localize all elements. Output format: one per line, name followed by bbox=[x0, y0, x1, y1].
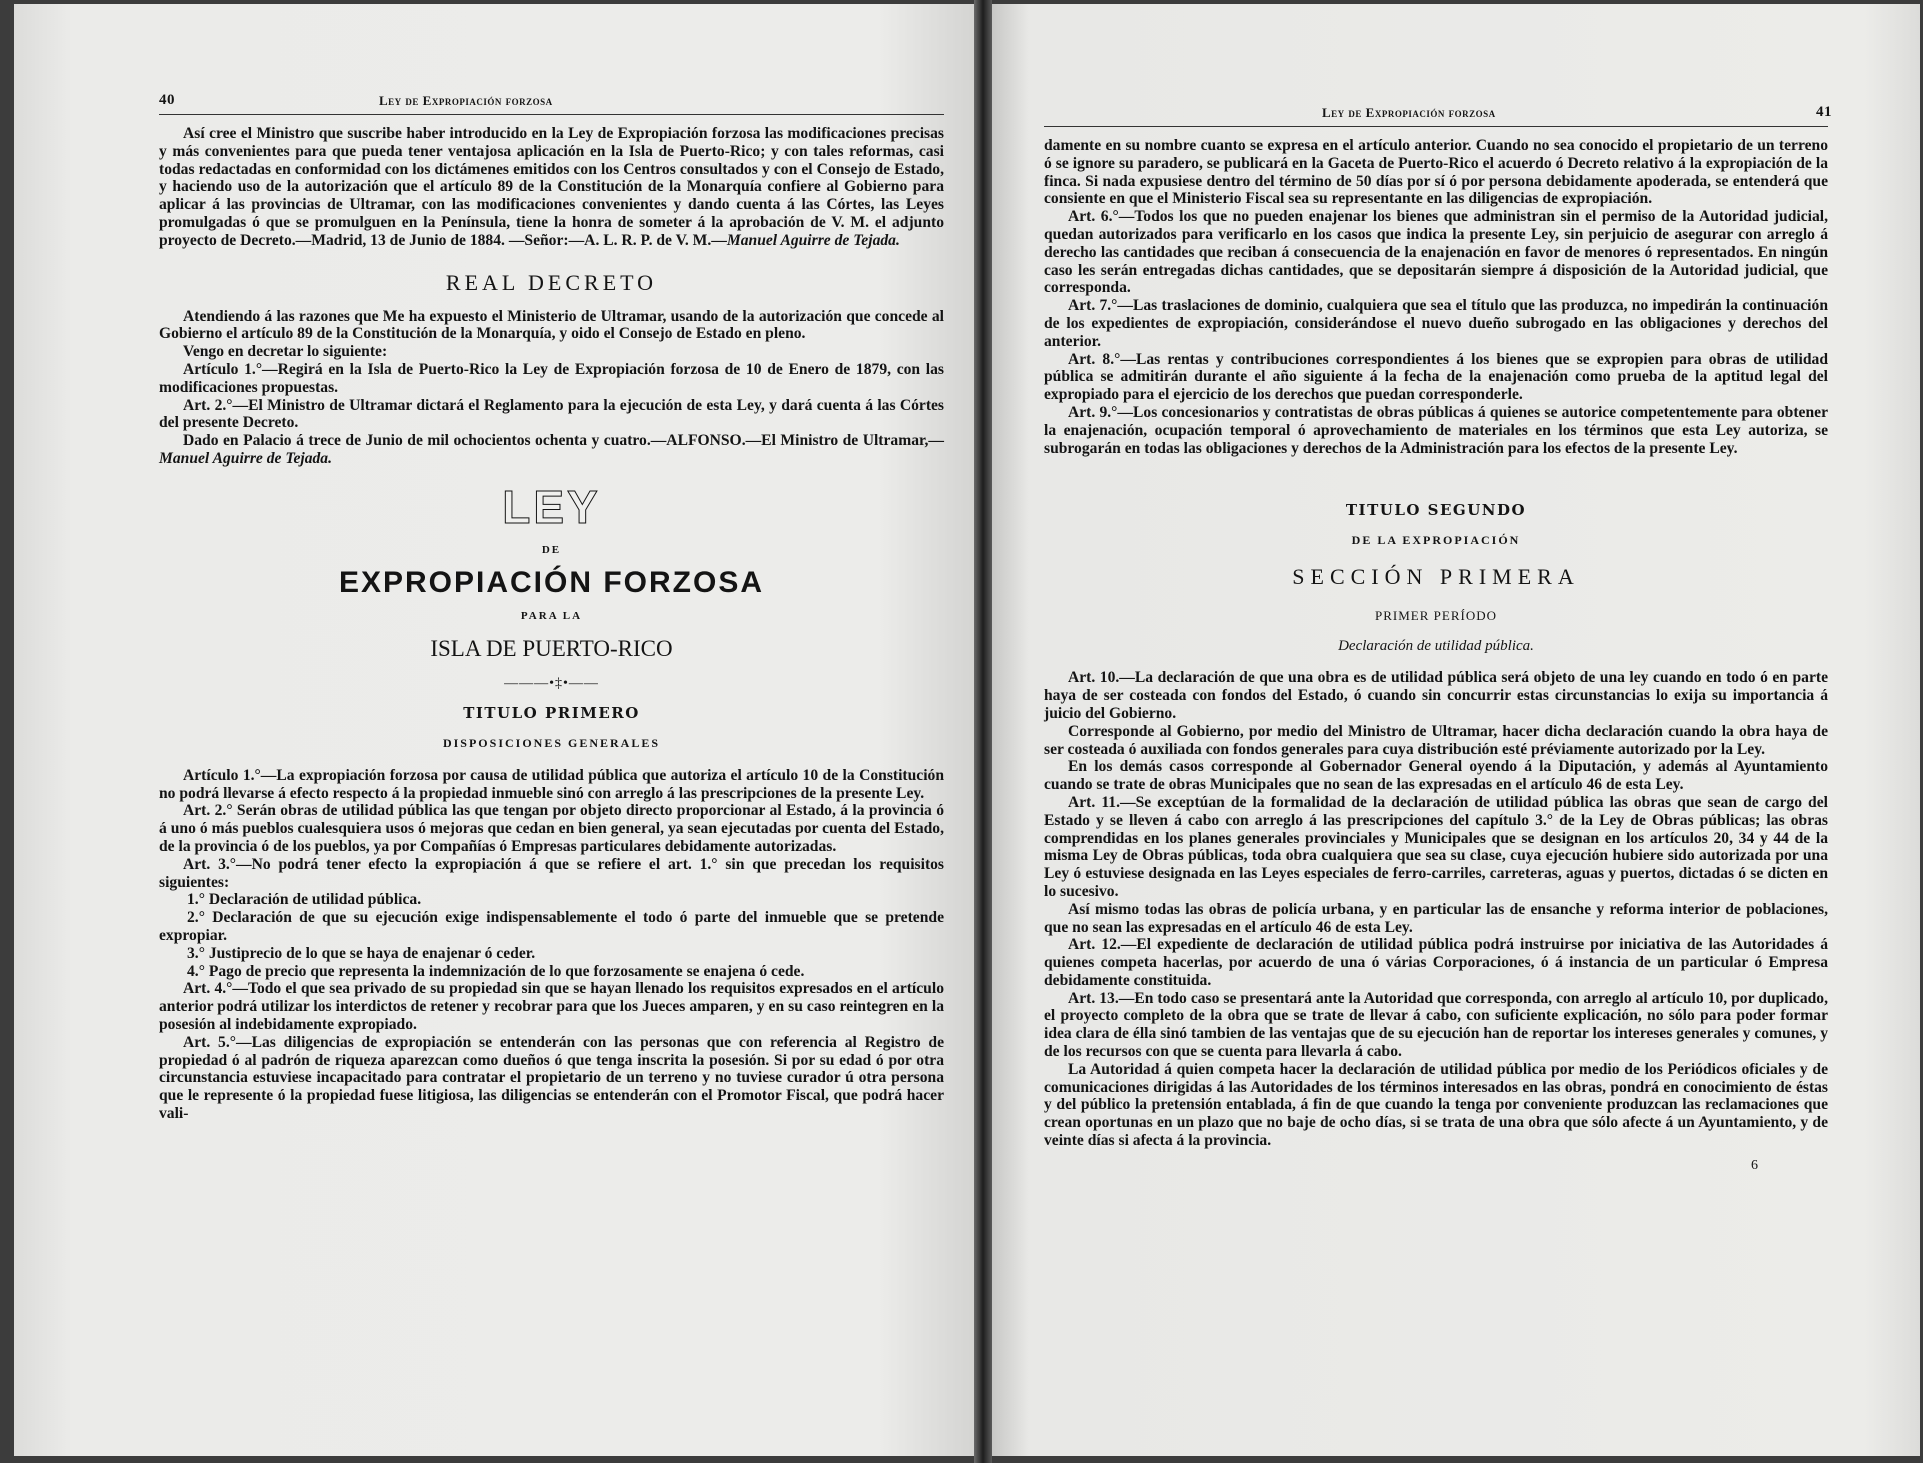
article-paragraph: Así mismo todas las obras de policía urbana, y en particular las de ensanche y reforma interior de poblaciones, que no sean las expresadas en el artículo 46 de esta Ley. bbox=[1044, 900, 1828, 936]
period-subtitle: Declaración de utilidad pública. bbox=[1338, 638, 1534, 655]
running-header bbox=[159, 92, 944, 115]
decree-signature: Manuel Aguirre de Tejada. bbox=[159, 449, 332, 467]
article-paragraph: Corresponde al Gobierno, por medio del Ministro de Ultramar, hacer dicha declaración cuando la obra haya de ser costeada ó auxiliada con fondos generales para cuya distribución esté préviamente autorizado por la Ley. bbox=[1044, 722, 1828, 758]
decree-closing: Dado en Palacio á trece de Junio de mil ochocientos ochenta y cuatro.—ALFONSO.—El Ministro de Ultramar,—Manuel Aguirre de Tejada. bbox=[159, 432, 944, 467]
requirement-item: 2.° Declaración de que su ejecución exige indispensablemente el todo ó parte del inmueble que se pretende expropiar. bbox=[159, 909, 944, 944]
page-number: 41 bbox=[1816, 104, 1832, 120]
running-header bbox=[1044, 104, 1832, 127]
requirement-item: 4.° Pago de precio que representa la indemnización de lo que forzosamente se enajena ó cede. bbox=[187, 962, 805, 980]
titulo-segundo-heading: TITULO SEGUNDO bbox=[1345, 501, 1527, 520]
article-paragraph: Art. 9.°—Los concesionarios y contratistas de obras públicas á quienes se autorice competentemente para obtener la enajenación, ocupación temporal ó aprovechamiento de materiales en los términos que esta Ley autoriza, se subrogarán en todas las obligaciones y derechos de la Administración para los efectos de la presente Ley. bbox=[1044, 403, 1828, 457]
para-la-label: PARA LA bbox=[520, 609, 583, 622]
article-paragraph: Art. 10.—La declaración de que una obra es de utilidad pública será objeto de una ley cuando en todo ó en parte haya de ser costeada con fondos del Estado, ó cuando sin concurrir estas circunstancias lo exija su importancia á juicio del Gobierno. bbox=[1044, 669, 1828, 722]
article-paragraph: Art. 7.°—Las traslaciones de dominio, cualquiera que sea el título que las produzca, no impedirán la continuación de los expedientes de expropiación, considerándose el nuevo dueño subrogado en las obligaciones y derechos del anterior. bbox=[1044, 297, 1828, 350]
article-paragraph: Art. 13.—En todo caso se presentará ante la Autoridad que corresponda, con arreglo al artículo 10, por duplicado, el proyecto completo de la obra que se trate de llevar á cabo, con suficiente explicación, no sólo para poder formar idea clara de élla sinó tambien de las ventajas que de su ejecución han de reportar los intereses generales y comunes, y de los recursos con que se cuenta para llevarla á cabo. bbox=[1044, 989, 1828, 1061]
article-paragraph: En los demás casos corresponde al Gobernador General oyendo á la Diputación, y además al Ayuntamiento cuando se trate de obras Municipales que no sean de las expresadas en el artículo 46 de esta Ley. bbox=[1044, 758, 1828, 794]
article-paragraph: Art. 11.—Se exceptúan de la formalidad de la declaración de utilidad pública las obras que sean de cargo del Estado y se lleven á cabo con arreglo á las prescripciones del capítulo 3.° de la Ley de Obras públicas; las obras comprendidas en los planes generales provinciales y Municipales que se designan en los artículos 20, 34 y 44 de la misma Ley de Obras públicas, toda obra cualquiera que sea su clase, cuya ejecución hubiere sido autorizada por una Ley ó estuviese designada en las Leyes especiales de ferro-carriles, carreteras, aguas y puertos, dictadas ó se dicten en lo sucesivo. bbox=[1044, 793, 1828, 900]
titulo-primero-heading: TITULO PRIMERO bbox=[463, 703, 640, 722]
article-paragraph: La Autoridad á quien competa hacer la declaración de utilidad pública por medio de los Periódicos oficiales y de comunicaciones dirigidas á las Autoridades de los términos interesados en las obras, pondrá en conocimiento de éstas y del público la pretensión entablada, á fin de que cuando la tenga por conveniente produzcan las reclamaciones que crean oportunas en un plazo que no baje de ocho días, si se trata de una obra que sólo afecte á un Ayuntamiento, y de veinte días si afecta á la provincia. bbox=[1044, 1060, 1828, 1150]
intro-signature: Manuel Aguirre de Tejada. bbox=[726, 231, 900, 249]
decree-paragraph: Artículo 1.°—Regirá en la Isla de Puerto-Rico la Ley de Expropiación forzosa de 10 de Enero de 1879, con las modificaciones propuestas. bbox=[159, 360, 944, 396]
section-heading: SECCIÓN PRIMERA bbox=[1292, 564, 1580, 590]
right-page bbox=[992, 4, 1920, 1456]
article-paragraph: Art. 12.—El expediente de declaración de utilidad pública podrá instruirse por iniciativa de las Autoridades á quienes competa hacerlas, por acuerdo de una ó várias Corporaciones, ó á instancia de un particular ó Empresa debidamente constituida. bbox=[1044, 936, 1828, 989]
article-paragraph: Art. 8.°—Las rentas y contribuciones correspondientes á los bienes que se expropien para obras de utilidad pública se admitirán durante el año siguiente á la fecha de la enajenación como prueba de la aptitud legal del expropiado para el ejercicio de los derechos que puedan corresponderle. bbox=[1044, 350, 1828, 404]
decree-heading: REAL DECRETO bbox=[445, 269, 658, 295]
article-paragraph: Artículo 1.°—La expropiación forzosa por causa de utilidad pública que autoriza el artículo 10 de la Constitución no podrá llevarse á efecto respecto á la propiedad inmueble sinó con arreglo á las prescripciones de la presente Ley. bbox=[159, 766, 944, 802]
running-title: Ley de Expropiación forzosa bbox=[379, 93, 553, 108]
disposiciones-heading: DISPOSICIONES GENERALES bbox=[442, 735, 661, 750]
titulo-subheading: DE LA EXPROPIACIÓN bbox=[1351, 533, 1521, 548]
requirement-item: 1.° Declaración de utilidad pública. bbox=[187, 891, 422, 909]
decree-paragraph: Art. 2.°—El Ministro de Ultramar dictará el Reglamento para la ejecución de esta Ley, y dará cuenta á las Córtes del presente Decreto. bbox=[159, 396, 944, 432]
signature-mark: 6 bbox=[1751, 1157, 1758, 1173]
decree-paragraph: Vengo en decretar lo siguiente: bbox=[183, 343, 388, 361]
expropiacion-heading: EXPROPIACIÓN FORZOSA bbox=[338, 565, 765, 599]
decree-paragraph: Atendiendo á las razones que Me ha expuesto el Ministerio de Ultramar, usando de la autorización que concede al Gobierno el artículo 89 de la Constitución de la Monarquía, y oido el Consejo de Estado en pleno. bbox=[159, 307, 944, 343]
article-paragraph: Art. 3.°—No podrá tener efecto la expropiación á que se refiere el art. 1.° sin que precedan los requisitos siguientes: bbox=[159, 855, 944, 891]
article-paragraph: Art. 2.° Serán obras de utilidad pública las que tengan por objeto directo proporcionar al Estado, á la provincia ó á uno ó más pueblos cualesquiera usos ó mejoras que cedan en bien general, ya sean ejecutadas por cuenta del Estado, de la provincia ó de los pueblos, ya por Compañías ó Empresas particulares debidamente autorizadas. bbox=[159, 802, 944, 855]
page-number: 40 bbox=[159, 92, 175, 108]
requirement-item: 3.° Justiprecio de lo que se haya de enajenar ó ceder. bbox=[187, 944, 536, 962]
article-paragraph: Art. 4.°—Todo el que sea privado de su propiedad sin que se hayan llenado los requisitos expresados en el artículo anterior podrá utilizar los interdictos de retener y recobrar para que los Jueces amparen, y en su caso reintegren en la posesión al indebidamente expropiado. bbox=[159, 980, 944, 1033]
period-heading: PRIMER PERÍODO bbox=[1375, 608, 1497, 624]
article-paragraph: Art. 6.°—Todos los que no pueden enajenar los bienes que administran sin el permiso de la Autoridad judicial, quedan autorizados para verificarlo en los casos que indica la presente Ley, sin perjuicio de asegurar con arreglo á derecho las cantidades que reciban á consecuencia de la enajenación en favor de menores ó representados. En ningún caso les serán entregadas dichas cantidades, que se depositarán siempre á disposición de la Autoridad judicial, que corresponda. bbox=[1044, 208, 1828, 297]
left-page bbox=[14, 4, 974, 1456]
de-label: DE bbox=[541, 543, 562, 556]
book-gutter bbox=[974, 0, 992, 1463]
intro-paragraph: Así cree el Ministro que suscribe haber introducido en la Ley de Expropiación forzosa las modificaciones precisas y más convenientes para que pueda tener ventajosa aplicación en la Isla de Puerto-Rico; y con tales reformas, casi todas redactadas en conformidad con los dictámenes emitidos con los Centros consultados y con el Consejo de Estado, y haciendo uso de la autorización que el artículo 89 de la Constitución de la Monarquía confiere al Gobierno para aplicar á las provincias de Ultramar, con las modificaciones convenientes y dando cuenta á las Córtes, las Leyes promulgadas ó que se promulguen en la Península, tiene la honra de someter á la aprobación de V. M. el adjunto proyecto de Decreto.—Madrid, 13 de Junio de 1884. —Señor:—A. L. R. P. de V. M.—Manuel Aguirre de Tejada. bbox=[159, 125, 944, 249]
island-heading: ISLA DE PUERTO-RICO bbox=[430, 635, 673, 661]
running-title: Ley de Expropiación forzosa bbox=[1322, 105, 1496, 120]
continuation-paragraph: damente en su nombre cuanto se expresa en el artículo anterior. Cuando no sea conocido el propietario de un terreno ó se ignore su paradero, se publicará en la Gaceta de Puerto-Rico el acuerdo ó Decreto relativo á la expropiación de la finca. Si nada expusiese dentro del término de 50 días por sí ó por persona debidamente apoderada, se entenderá que consiente en que el Ministerio Fiscal sea su representante en las diligencias de expropiación. bbox=[1044, 137, 1828, 208]
ornamental-divider: ———•‡•—— bbox=[504, 675, 599, 691]
ley-heading: LEY bbox=[502, 480, 601, 533]
article-paragraph: Art. 5.°—Las diligencias de expropiación se entenderán con las personas que con referencia al Registro de propiedad ó al padrón de riqueza aparezcan como dueños ó que tenga inscrita la posesión. Si por su edad ó por otra circunstancia estuviese incapacitado para contratar el propietario de un terreno y no tuviese curador ú otra persona que le represente ó la propiedad fuese litigiosa, las diligencias se entenderán con el Promotor Fiscal, que podrá hacer vali- bbox=[159, 1033, 944, 1122]
